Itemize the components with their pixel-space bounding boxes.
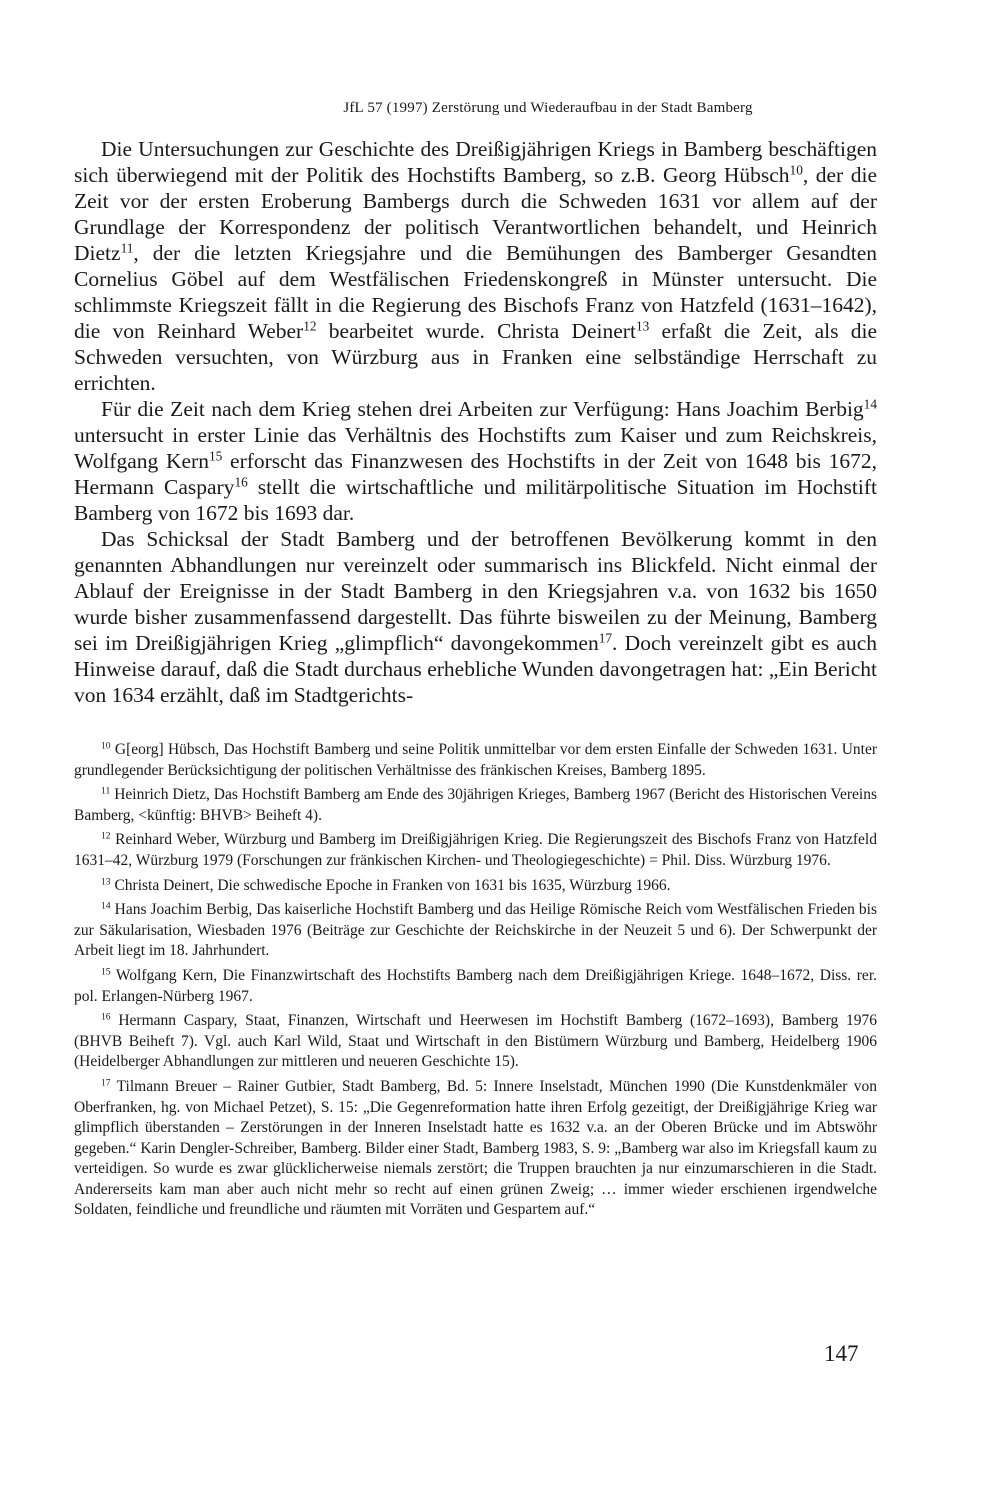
footnote-15: $^{15}$ Wolfgang Kern, Die Finanzwirtschaft des Hochstifts Bamberg nach dem Dreißigjährigen Kriege. 1648–1672, Diss. rer. pol. Erlangen-Nürberg 1967.: [74, 966, 877, 1005]
footnote-ref-11[interactable]: 11: [120, 240, 134, 256]
paragraph-1: Die Untersuchungen zur Geschichte des Dreißigjährigen Kriegs in Bamberg beschäftigen sich überwiegend mit der Politik des Hochstifts Bamberg, so z.B. Georg Hübsch$^{10}$, der die Zeit vor der ersten Eroberung Bambergs durch die Schweden 1631 vor allem auf der Grundlage der Korrespondenz der politisch Verantwortlichen behandelt, und Heinrich Dietz$^{11}$, der die letzten Kriegsjahre und die Bemühungen des Bamberger Gesandten Cornelius Göbel auf dem Westfälischen Friedenskongreß in Münster untersucht. Die schlimmste Kriegszeit fällt in die Regierung des Bischofs Franz von Hatzfeld (1631–1642), die von Reinhard Weber$^{12}$ bearbeitet wurde. Christa Deinert$^{13}$ erfaßt die Zeit, als die Schweden versuchten, von Würzburg aus in Franken eine selbständige Herrschaft zu errichten.: [74, 137, 878, 395]
footnote-ref-16[interactable]: 16: [234, 474, 248, 490]
footnote-ref-15[interactable]: 15: [208, 448, 223, 464]
footnote-number: 10: [101, 740, 111, 752]
paragraph-3: Das Schicksal der Stadt Bamberg und der betroffenen Bevölkerung kommt in den genannten Abhandlungen nur vereinzelt oder summarisch ins Blickfeld. Nicht einmal der Ablauf der Ereignisse in der Stadt Bamberg in den Kriegsjahren v.a. von 1632 bis 1650 wurde bisher zusammenfassend dargestellt. Das führte bisweilen zu der Meinung, Bamberg sei im Dreißigjährigen Krieg „glimpflich“ davongekommen$^{17}$. Doch vereinzelt gibt es auch Hinweise darauf, daß die Stadt durchaus erhebliche Wunden davongetragen hat: „Ein Bericht von 1634 erzählt, daß im Stadtgerichts-: [74, 527, 877, 707]
footnote-number: 14: [101, 900, 111, 912]
footnote-number: 13: [101, 876, 111, 888]
footnote-number: 12: [101, 831, 111, 843]
footnote-16: $^{16}$ Hermann Caspary, Staat, Finanzen, Wirtschaft und Heerwesen im Hochstift Bamberg (1672–1693), Bamberg 1976 (BHVB Beiheft 7). Vgl. auch Karl Wild, Staat und Wirtschaft in den Bistümern Würzburg und Bamberg, Heidelberg 1906 (Heidelberger Abhandlungen zur mittleren und neueren Geschichte 15).: [74, 1011, 877, 1071]
footnote-11: $^{11}$ Heinrich Dietz, Das Hochstift Bamberg am Ende des 30jährigen Krieges, Bamberg 1967 (Bericht des Historischen Vereins Bamberg, <künftig: BHVB> Beiheft 4).: [74, 785, 877, 824]
footnote-number: 16: [101, 1011, 111, 1023]
footnote-12: $^{12}$ Reinhard Weber, Würzburg und Bamberg im Dreißigjährigen Krieg. Die Regierungszeit des Bischofs Franz von Hatzfeld 1631–42, Würzburg 1979 (Forschungen zur fränkischen Kirchen- und Theologiegeschichte) = Phil. Diss. Würzburg 1976.: [74, 831, 877, 869]
footnotes: [74, 740, 877, 1225]
footnote-ref-12[interactable]: 12: [303, 318, 317, 334]
footnote-ref-14[interactable]: 14: [863, 396, 877, 412]
footnote-13: $^{13}$ Christa Deinert, Die schwedische Epoche in Franken von 1631 bis 1635, Würzburg 1966.: [101, 876, 671, 894]
page-number: 147: [824, 1341, 859, 1366]
footnote-ref-10[interactable]: 10: [789, 162, 803, 178]
footnote-14: $^{14}$ Hans Joachim Berbig, Das kaiserliche Hochstift Bamberg und das Heilige Römische Reich vom Westfälischen Frieden bis zur Säkularisation, Wiesbaden 1976 (Beiträge zur Geschichte der Reichskirche in der Neuzeit 5 und 6). Der Schwerpunkt der Arbeit liegt im 18. Jahrhundert.: [74, 900, 877, 960]
footnote-17: $^{17}$ Tilmann Breuer – Rainer Gutbier, Stadt Bamberg, Bd. 5: Innere Inselstadt, München 1990 (Die Kunstdenkmäler von Oberfranken, hg. von Michael Petzet), S. 15: „Die Gegenreformation hatte ihren Erfolg gezeitigt, der Dreißigjährige Krieg war glimpflich überstanden – Zerstörungen in der Inneren Inselstadt hatte es 1632 v.a. an der Oberen Brücke und im Abtswöhr gegeben.“ Karin Dengler-Schreiber, Bamberg. Bilder einer Stadt, Bamberg 1983, S. 9: „Bamberg war also im Kriegsfall kaum zu verteidigen. So wurde es zwar glücklicherweise niemals zerstört; die Truppen brauchten ja nur einzumarschieren in die Stadt. Andererseits kam man aber auch nicht mehr so recht auf einen grünen Zweig; … immer wieder erschienen irgendwelche Soldaten, feindliche und freundliche und räumten mit Vorräten und Gespartem auf.“: [74, 1077, 877, 1219]
main-text: [74, 136, 877, 708]
footnote-10: $^{10}$ G[eorg] Hübsch, Das Hochstift Bamberg und seine Politik unmittelbar vor dem ersten Einfalle der Schweden 1631. Unter grundlegender Berücksichtigung der politischen Verhältnisse des fränkischen Kreises, Bamberg 1895.: [74, 740, 877, 779]
footnote-number: 15: [101, 966, 111, 978]
footnote-ref-13[interactable]: 13: [635, 318, 650, 334]
paragraph-2: Für die Zeit nach dem Krieg stehen drei Arbeiten zur Verfügung: Hans Joachim Berbig$^{14}$ untersucht in erster Linie das Verhältnis des Hochstifts zum Kaiser und zum Reichskreis, Wolfgang Kern$^{15}$ erforscht das Finanzwesen des Hochstifts in der Zeit von 1648 bis 1672, Hermann Caspary$^{16}$ stellt die wirtschaftliche und militärpolitische Situation im Hochstift Bamberg von 1672 bis 1693 dar.: [74, 396, 877, 525]
footnote-number: 17: [101, 1077, 111, 1089]
footnote-ref-17[interactable]: 17: [598, 630, 613, 646]
footnote-number: 11: [101, 785, 111, 797]
running-head: JfL 57 (1997) Zerstörung und Wiederaufbau in der Stadt Bamberg: [343, 100, 753, 116]
